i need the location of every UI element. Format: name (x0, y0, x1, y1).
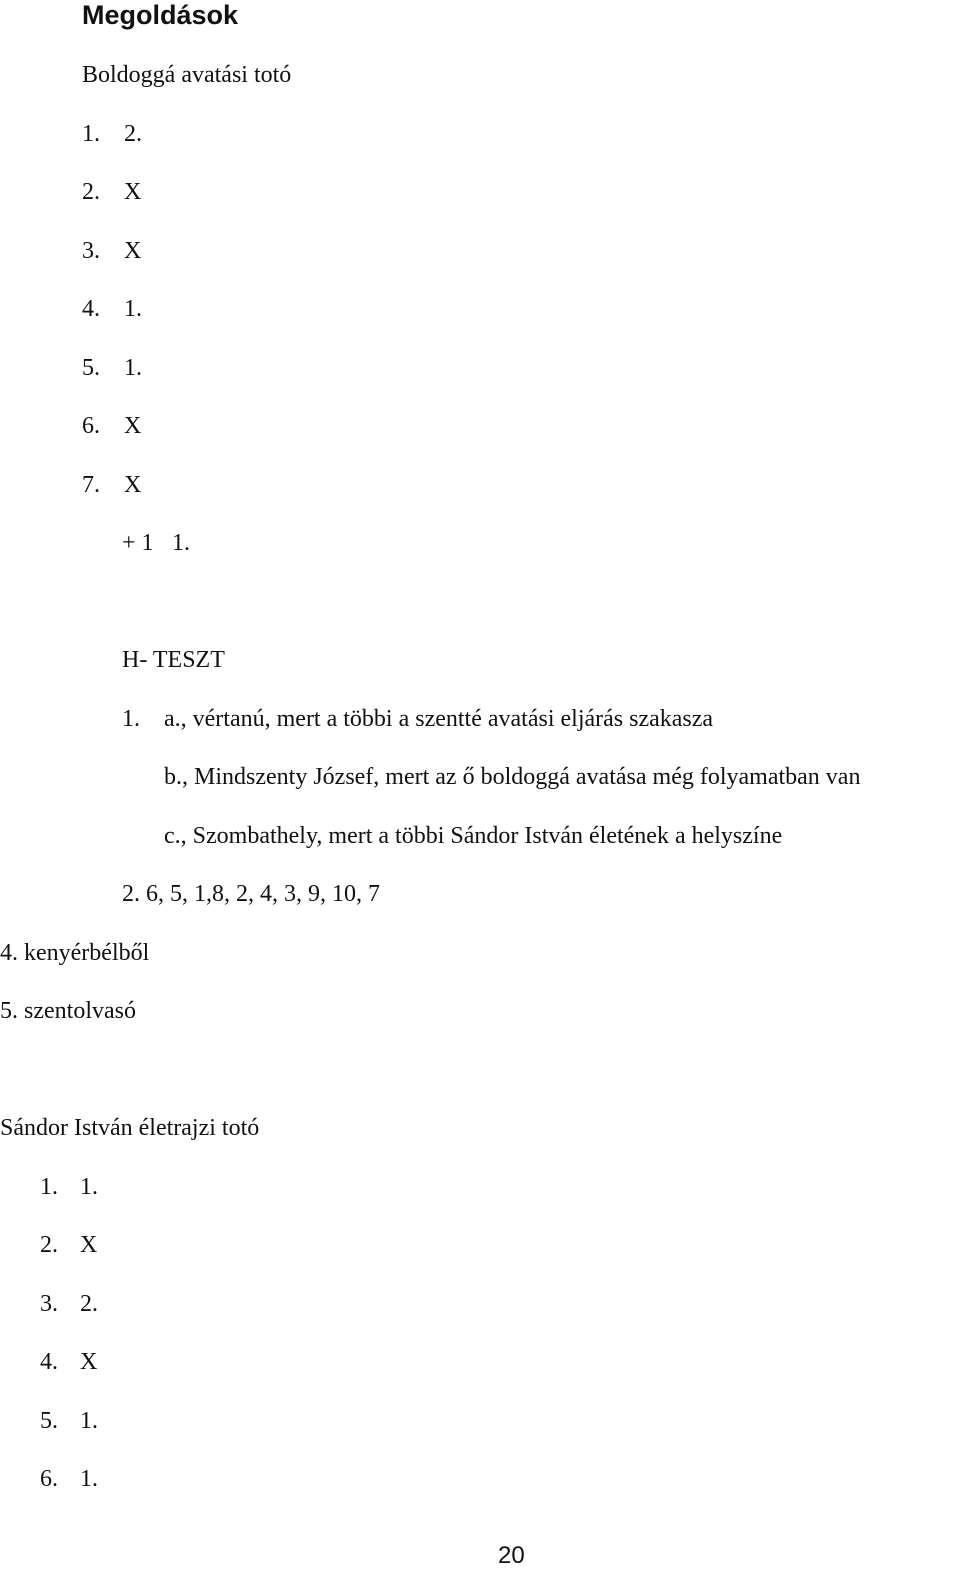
biography-answer-4: 4. X (40, 1349, 98, 1375)
h-test-question-1-a: 1. a., vértanú, mert a többi a szentté avatási eljárás szakasza (122, 706, 714, 732)
page-title: Megoldások (82, 0, 239, 30)
biography-answer-5: 5. 1. (40, 1408, 98, 1434)
h-test-title: H- TESZT (122, 647, 225, 673)
h-test-question-1-c: c., Szombathely, mert a többi Sándor István életének a helyszíne (164, 823, 783, 849)
beatification-answer-2: 2. X (82, 179, 142, 205)
h-test-question-4: 4. kenyérbélből (0, 940, 150, 966)
biography-answer-2: 2. X (40, 1232, 98, 1258)
biography-answer-1: 1. 1. (40, 1174, 98, 1200)
biography-quiz-title: Sándor István életrajzi totó (0, 1115, 260, 1141)
beatification-answer-5: 5. 1. (82, 355, 142, 381)
beatification-answer-6: 6. X (82, 413, 142, 439)
h-test-question-2: 2. 6, 5, 1,8, 2, 4, 3, 9, 10, 7 (122, 881, 380, 907)
beatification-answer-1: 1. 2. (82, 121, 142, 147)
biography-answer-3: 3. 2. (40, 1291, 98, 1317)
page-number: 20 (498, 1542, 525, 1569)
h-test-question-1-b: b., Mindszenty József, mert az ő boldoggá avatása még folyamatban van (164, 764, 861, 790)
beatification-answer-3: 3. X (82, 238, 142, 264)
beatification-quiz-title: Boldoggá avatási totó (82, 62, 292, 88)
beatification-bonus-answer: + 1 1. (122, 530, 190, 556)
beatification-answer-7: 7. X (82, 472, 142, 498)
biography-answer-6: 6. 1. (40, 1466, 98, 1492)
h-test-question-5: 5. szentolvasó (0, 998, 136, 1024)
beatification-answer-4: 4. 1. (82, 296, 142, 322)
